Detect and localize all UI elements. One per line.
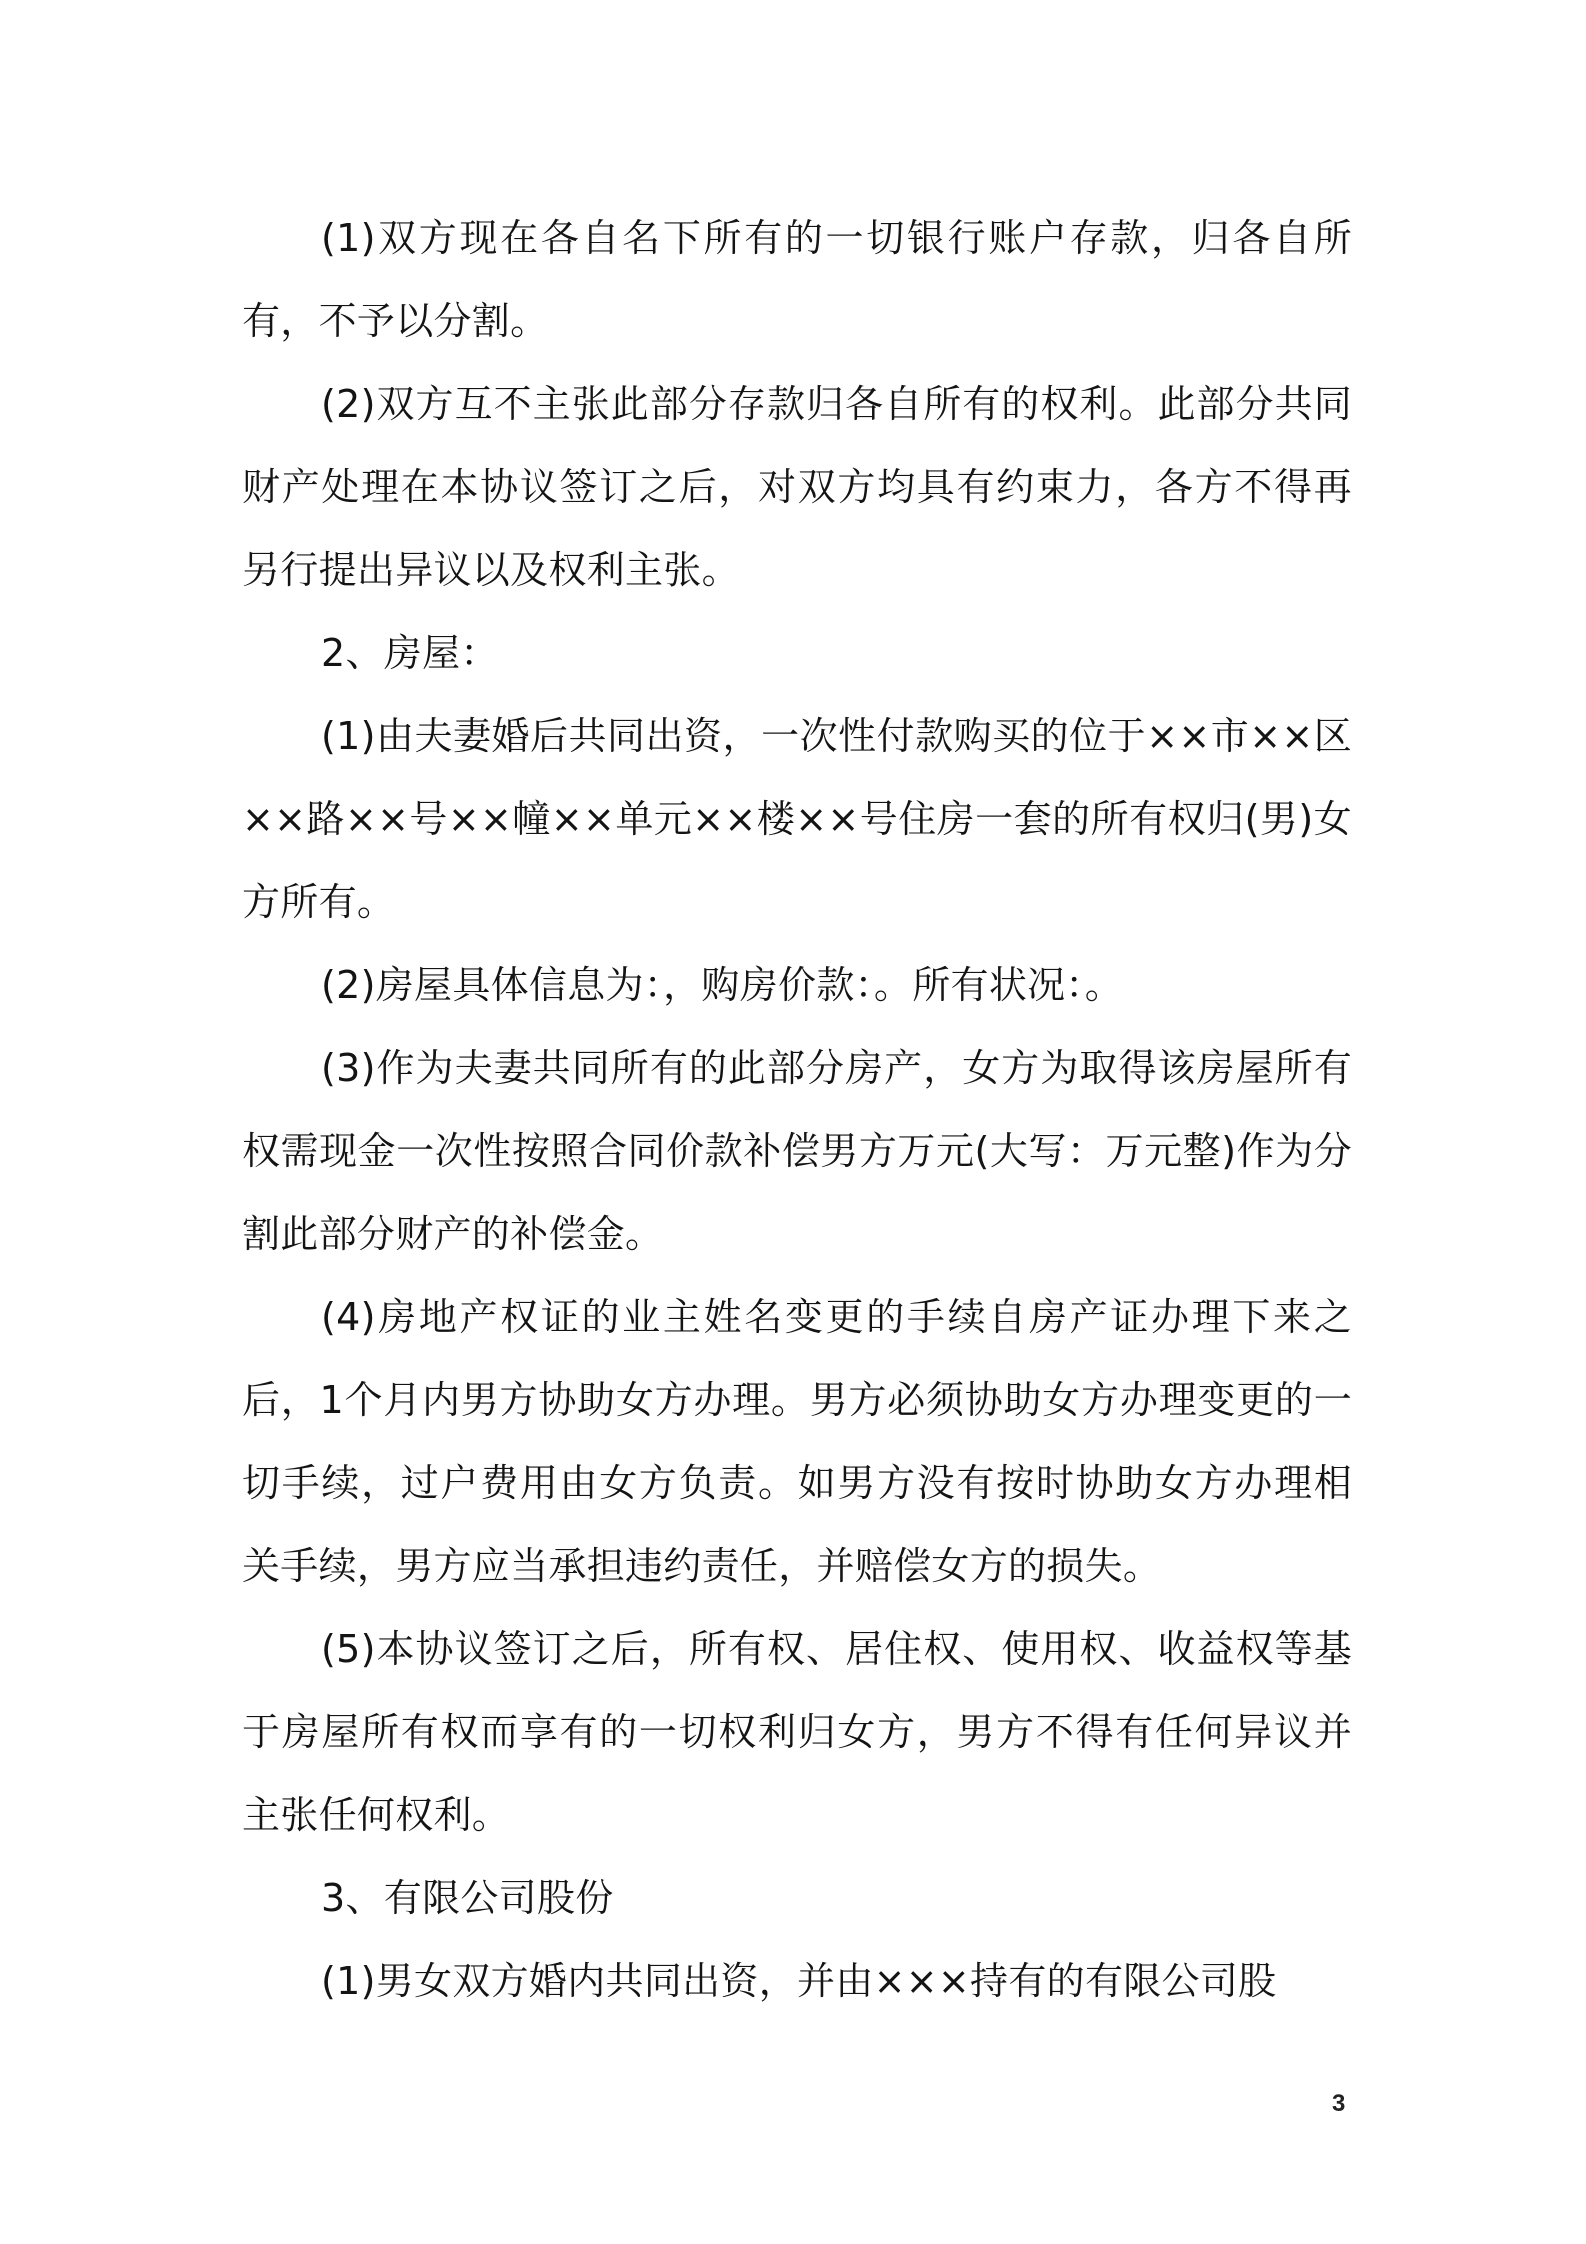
paragraph-deposit-rights: (2)双方互不主张此部分存款归各自所有的权利。此部分共同财产处理在本协议签订之后，对双方均具有约束力，各方不得再另行提出异议以及权利主张。 bbox=[242, 382, 1352, 592]
paragraph-house-info: (2)房屋具体信息为：，购房价款：。所有状况：。 bbox=[321, 963, 1124, 1007]
paragraph-house-compensation: (3)作为夫妻共同所有的此部分房产，女方为取得该房屋所有权需现金一次性按照合同价款补偿男方万元(大写：万元整)作为分割此部分财产的补偿金。 bbox=[242, 1046, 1352, 1256]
page-number: 3 bbox=[1332, 2090, 1346, 2117]
paragraph-bank-deposits: (1)双方现在各自名下所有的一切银行账户存款，归各自所有，不予以分割。 bbox=[242, 216, 1352, 343]
section-heading-house: 2、房屋： bbox=[321, 631, 499, 675]
paragraph-title-transfer: (4)房地产权证的业主姓名变更的手续自房产证办理下来之后，1个月内男方协助女方办理。男方必须协助女方办理变更的一切手续，过户费用由女方负责。如男方没有按时协助女方办理相关手续，男方应当承担违约责任，并赔偿女方的损失。 bbox=[242, 1295, 1352, 1588]
paragraph-house-ownership: (1)由夫妻婚后共同出资，一次性付款购买的位于××市××区××路××号××幢××单元××楼××号住房一套的所有权归(男)女方所有。 bbox=[242, 714, 1352, 924]
section-heading-company-shares: 3、有限公司股份 bbox=[321, 1876, 614, 1920]
paragraph-company-shares: (1)男女双方婚内共同出资，并由×××持有的有限公司股 bbox=[321, 1959, 1277, 2003]
document-body bbox=[242, 197, 1352, 2023]
paragraph-house-rights: (5)本协议签订之后，所有权、居住权、使用权、收益权等基于房屋所有权而享有的一切权利归女方，男方不得有任何异议并主张任何权利。 bbox=[242, 1627, 1352, 1837]
